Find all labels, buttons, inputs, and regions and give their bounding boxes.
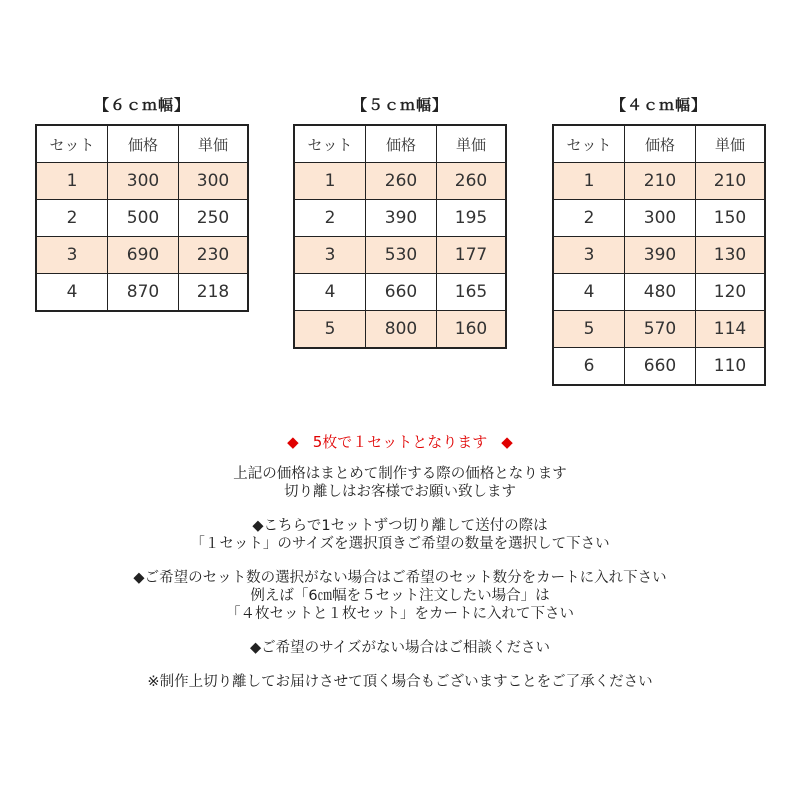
table-title: 【６ｃｍ幅】 <box>93 96 190 114</box>
cell-price: 660 <box>625 348 696 386</box>
diamond-icon: ◆ <box>287 433 299 451</box>
header-price: 価格 <box>366 125 437 163</box>
note-line: ◆こちらで1セットずつ切り離して送付の際は <box>252 518 548 534</box>
cell-unit-price: 230 <box>179 237 249 274</box>
cell-price: 390 <box>366 200 437 237</box>
cell-unit-price: 114 <box>696 311 766 348</box>
cell-unit-price: 260 <box>437 163 507 200</box>
cell-set: 1 <box>294 163 366 200</box>
cell-set: 2 <box>36 200 108 237</box>
cell-unit-price: 165 <box>437 274 507 311</box>
cell-set: 5 <box>553 311 625 348</box>
cell-price: 530 <box>366 237 437 274</box>
cell-price: 300 <box>108 163 179 200</box>
price-table-5cm <box>293 96 507 349</box>
cell-unit-price: 177 <box>437 237 507 274</box>
set-notice <box>0 433 800 451</box>
cell-set: 4 <box>553 274 625 311</box>
cell-set: 2 <box>294 200 366 237</box>
note-line: 上記の価格はまとめて制作する際の価格となります <box>233 466 567 482</box>
table-title: 【４ｃｍ幅】 <box>610 96 707 114</box>
table-row <box>36 237 248 274</box>
price-table-6cm <box>35 96 249 312</box>
table-row <box>553 237 765 274</box>
table-row <box>553 348 765 386</box>
cell-set: 1 <box>553 163 625 200</box>
header-unit-price: 単価 <box>696 125 766 163</box>
cell-set: 4 <box>36 274 108 312</box>
note-line: 「４枚セットと１枚セット」をカートに入れて下さい <box>226 606 574 622</box>
note-bulk-price <box>0 465 800 501</box>
header-set: セット <box>36 125 108 163</box>
table-row <box>36 274 248 312</box>
note-line: ◆ご希望のサイズがない場合はご相談ください <box>250 640 550 656</box>
table-row <box>294 237 506 274</box>
cell-set: 3 <box>553 237 625 274</box>
table-row <box>294 311 506 349</box>
header-unit-price: 単価 <box>437 125 507 163</box>
note-line: ※制作上切り離してお届けさせて頂く場合もございますことをご了承ください <box>147 674 653 690</box>
table-row <box>36 200 248 237</box>
price-table-4cm <box>552 96 766 386</box>
cell-unit-price: 250 <box>179 200 249 237</box>
cell-set: 2 <box>553 200 625 237</box>
notes-section <box>0 433 800 707</box>
cell-set: 6 <box>553 348 625 386</box>
table-row <box>294 200 506 237</box>
table-row <box>553 163 765 200</box>
diamond-icon: ◆ <box>501 433 513 451</box>
table-row <box>553 311 765 348</box>
header-set: セット <box>553 125 625 163</box>
cell-price: 210 <box>625 163 696 200</box>
cell-price: 260 <box>366 163 437 200</box>
header-unit-price: 単価 <box>179 125 249 163</box>
note-line: 切り離しはお客様でお願い致します <box>284 484 516 500</box>
table-row <box>553 200 765 237</box>
cell-unit-price: 130 <box>696 237 766 274</box>
cell-set: 4 <box>294 274 366 311</box>
note-disclaimer <box>0 673 800 691</box>
note-set-combination <box>0 569 800 623</box>
table-row <box>553 274 765 311</box>
table-row <box>294 274 506 311</box>
cell-price: 870 <box>108 274 179 312</box>
cell-price: 660 <box>366 274 437 311</box>
cell-unit-price: 300 <box>179 163 249 200</box>
table-title: 【５ｃｍ幅】 <box>351 96 448 114</box>
cell-price: 690 <box>108 237 179 274</box>
cell-set: 3 <box>36 237 108 274</box>
cell-unit-price: 160 <box>437 311 507 349</box>
set-notice-text: 5枚で１セットとなります <box>312 433 488 451</box>
cell-price: 570 <box>625 311 696 348</box>
cell-price: 390 <box>625 237 696 274</box>
header-price: 価格 <box>108 125 179 163</box>
cell-unit-price: 120 <box>696 274 766 311</box>
header-price: 価格 <box>625 125 696 163</box>
table-row <box>294 163 506 200</box>
cell-unit-price: 218 <box>179 274 249 312</box>
cell-unit-price: 150 <box>696 200 766 237</box>
note-line: 「１セット」のサイズを選択頂きご希望の数量を選択して下さい <box>190 536 610 552</box>
cell-set: 1 <box>36 163 108 200</box>
header-set: セット <box>294 125 366 163</box>
cell-price: 500 <box>108 200 179 237</box>
cell-unit-price: 195 <box>437 200 507 237</box>
cell-set: 5 <box>294 311 366 349</box>
cell-price: 480 <box>625 274 696 311</box>
cell-unit-price: 110 <box>696 348 766 386</box>
cell-set: 3 <box>294 237 366 274</box>
cell-price: 300 <box>625 200 696 237</box>
note-line: 例えば「6㎝幅を５セット注文したい場合」は <box>250 588 550 604</box>
note-line: ◆ご希望のセット数の選択がない場合はご希望のセット数分をカートに入れ下さい <box>133 570 667 586</box>
cell-price: 800 <box>366 311 437 349</box>
cell-unit-price: 210 <box>696 163 766 200</box>
note-size-consult <box>0 639 800 657</box>
table-row <box>36 163 248 200</box>
note-single-set <box>0 517 800 553</box>
